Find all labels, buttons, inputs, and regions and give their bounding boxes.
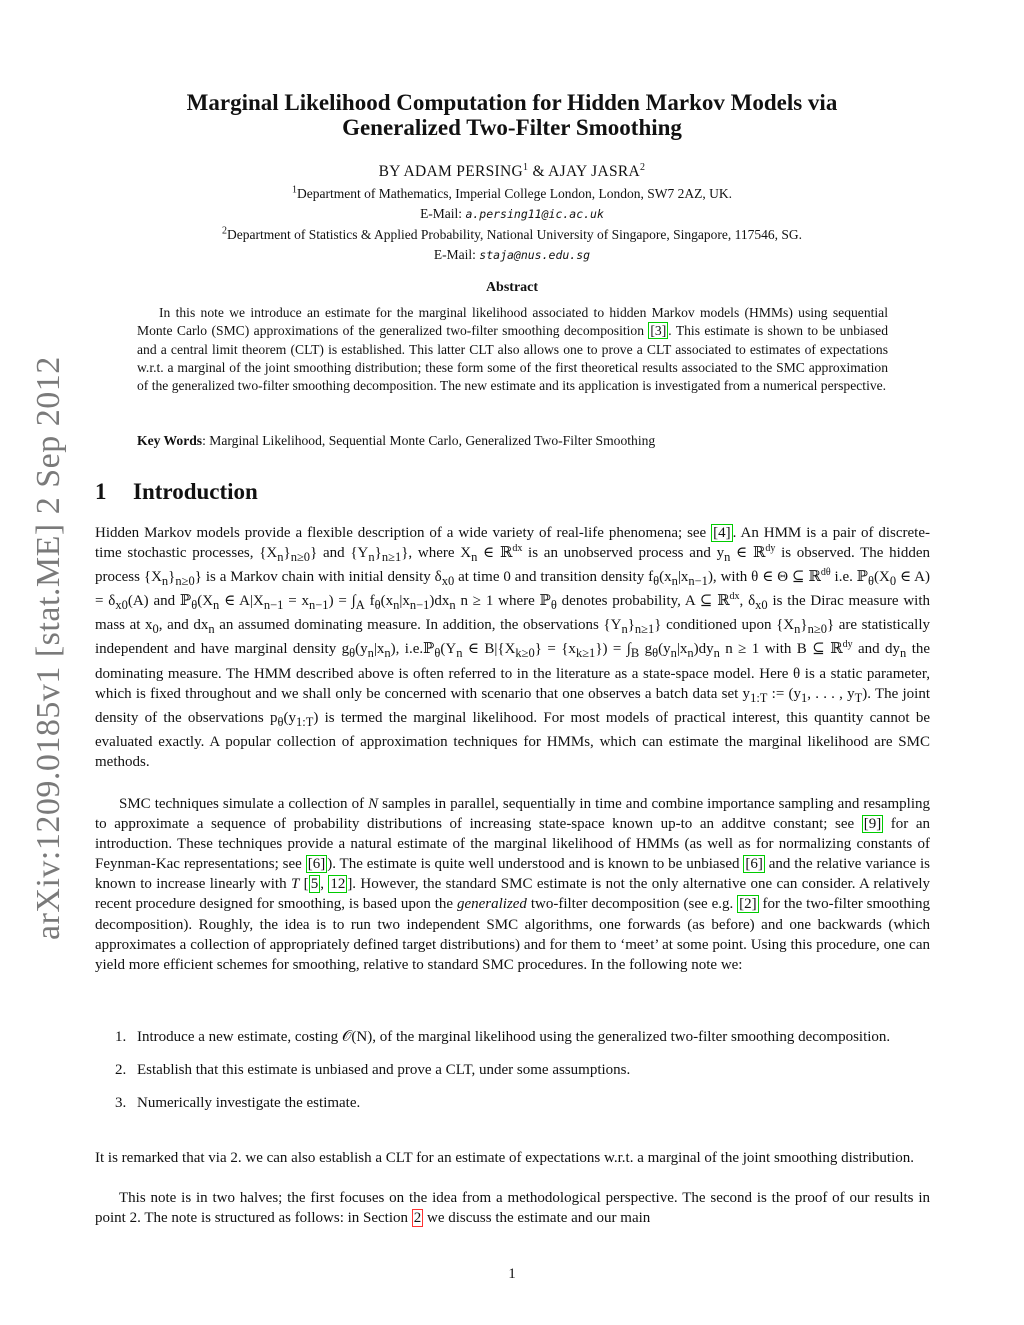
page-number: 1 bbox=[508, 1266, 516, 1282]
citation-link[interactable]: [4] bbox=[713, 525, 731, 541]
email-1 bbox=[100, 206, 924, 222]
keywords bbox=[137, 433, 888, 449]
contribution-list bbox=[95, 1027, 930, 1126]
section-link[interactable]: 2 bbox=[413, 1210, 422, 1227]
keywords-label: Key Words bbox=[137, 433, 203, 448]
citation-link[interactable]: [3] bbox=[650, 323, 667, 339]
email-2 bbox=[100, 247, 924, 263]
affiliation-2-text: Department of Statistics & Applied Probability, National University of Singapore, Singapore, 117546, SG. bbox=[227, 227, 802, 242]
arxiv-identifier: arXiv:1209.0185v1 [stat.ME] 2 Sep 2012 bbox=[30, 356, 67, 940]
author-2: & AJAY JASRA bbox=[528, 163, 641, 180]
abstract-text-1: In this note we introduce an estimate for the marginal likelihood associated to hidden Markov models (HMMs) using sequential Monte Carlo (SMC) approximations of the generalized two-filter smoothing decomposition bbox=[137, 305, 888, 339]
email-2-label: E-Mail: bbox=[433, 247, 480, 262]
citation-link[interactable]: [6] bbox=[745, 856, 763, 873]
email-1-address[interactable]: a.persing11@ic.ac.uk bbox=[465, 207, 604, 221]
abstract-heading: Abstract bbox=[485, 280, 539, 295]
paragraph-3: It is remarked that via 2. we can also establish a CLT for an estimate of expectations w.r.t. a marginal of the joint smoothing distribution. bbox=[95, 1150, 914, 1166]
paragraph-1: Hidden Markov models provide a flexible description of a wide variety of real-life phenomena; see [4] . An HMM is a pair of discrete-time stochastic processes, $\{X_n\}_{n\ge 0}$} and $\{Y_n\}_{n\ge 1}$}, where $X_n$ ∈ ℝ$^{dx}$ is an unobserved process and $y_n$ ∈ ℝ$^{dy}$ is observed. The hidden process $\{X_n\}_{n\ge 0}$} is a Markov chain with initial density $\delta_{x0}$ at time 0 and transition density $f_\theta(x_n|x_{n-1})$, with θ ∈ Θ ⊆ ℝ$^{d\theta}$ i.e. $ℙ_\theta(X_0$ ∈ $A) = \delta_{x0}(A)$ and $ℙ_\theta(X_n$ ∈ $A|X_{n-1} = x_{n-1}) = \int_A$ $f_\theta(x_n|x_{n-1})dx_n$ n ≥ 1 where ℙ$_\theta$ denotes probability, A ⊆ ℝ$^{dx}$, $\delta_{x0}$ is the Dirac measure with mass at $x_0$, and $dx_n$ an assumed dominating measure. In addition, the observations $\{Y_n\}_{n\ge 1}$} conditioned upon $\{X_n\}_{n\ge 0}$} are statistically independent and have marginal density $g_\theta(y_n|x_n)$, $i.e.ℙ_\theta(Y_n$ ∈ $B|\{X_{k\ge 0}\} = \{x_{k\ge 1}\}) = \int_B$ $g_\theta(y_n|x_n)dy_n$ n ≥ 1 with B ⊆ ℝ$^{dy}$ and $dy_n$ the dominating measure. The HMM described above is often referred to in the literature as a state-space model. Here θ is a static parameter, which is fixed throughout and we shall only be concerned with scenario that one observes a batch data set $y_{1:T}$ := ($y_1$, . . . , $y_T$). The joint density of the observations $p_\theta(y_{1:T})$ is termed the marginal likelihood. For most models of practical interest, this quantity cannot be evaluated exactly. A popular collection of approximation techniques for HMMs, which can estimate the marginal likelihood are SMC methods. bbox=[95, 525, 931, 770]
abstract-body bbox=[137, 304, 888, 395]
email-1-label: E-Mail: bbox=[420, 206, 466, 221]
paper-title bbox=[100, 90, 924, 140]
paragraph-2: SMC techniques simulate a collection of N samples in parallel, sequentially in time and combine importance sampling and resampling to approximate a sequence of probability distributions of increasing state-space known up-to an additve constant; see [9] for an introduction. These techniques provide a natural estimate of the marginal likelihood of HMMs (as well as for normalizing constants of Feynman-Kac representations; see [6] ). The estimate is quite well understood and is known to be unbiased [6] and the relative variance is known to increase linearly with T [ 5 , 12 ]. However, the standard SMC estimate is not the only alternative one can consider. A relatively recent procedure designed for smoothing, is based upon the generalized two-filter decomposition (see e.g. [2] for the two-filter smoothing decomposition). Roughly, the idea is to run two independent SMC algorithms, one forwards (as before) and one backwards (which approximates a collection of appropriately defined target distributions) and for them to ‘meet’ at some point. Using this procedure, one can yield more efficient schemes for smoothing, relative to standard SMC procedures. In the following note we: bbox=[95, 796, 931, 973]
list-item: 1. Introduce a new estimate, costing 𝒪(N), of the marginal likelihood using the generalized two-filter smoothing decomposition. bbox=[115, 1029, 891, 1045]
section-heading bbox=[95, 479, 258, 505]
author-1-mark: 1 bbox=[522, 161, 529, 173]
citation-link[interactable]: [6] bbox=[307, 856, 326, 873]
authors bbox=[100, 163, 924, 181]
citation-link[interactable]: 12 bbox=[330, 876, 346, 893]
section-number: 1 bbox=[95, 479, 107, 504]
affiliation-1-text: Department of Mathematics, Imperial College London, London, SW7 2AZ, UK. bbox=[297, 186, 732, 201]
list-item: 2. Establish that this estimate is unbiased and prove a CLT, under some assumptions. bbox=[115, 1062, 631, 1079]
citation-link[interactable]: [2] bbox=[739, 896, 757, 913]
author-1: BY ADAM PERSING bbox=[378, 163, 523, 180]
list-item: 3. Numerically investigate the estimate. bbox=[115, 1095, 361, 1112]
abstract-text-2: . This estimate is shown to be unbiased and a central limit theorem (CLT) is established. This latter CLT also allows one to prove a CLT associated to estimates of expectations w.r.t. a marginal of the joint smoothing distribution; these form some of the first theoretical results associated to the SMC approximation of the generalized two-filter smoothing decomposition. The new estimate and its application is investigated from a numerical perspective. bbox=[137, 323, 888, 394]
title-line-1: Marginal Likelihood Computation for Hidden Markov Models via bbox=[186, 90, 838, 115]
section-title: Introduction bbox=[133, 479, 258, 504]
keywords-text: : Marginal Likelihood, Sequential Monte Carlo, Generalized Two-Filter Smoothing bbox=[202, 433, 656, 448]
citation-link[interactable]: 5 bbox=[310, 876, 319, 893]
author-2-mark: 2 bbox=[640, 161, 646, 173]
affiliation-2 bbox=[100, 227, 924, 243]
citation-link[interactable]: [9] bbox=[863, 816, 882, 833]
affiliation-1-mark: 1 bbox=[292, 184, 298, 196]
email-2-address[interactable]: staja@nus.edu.sg bbox=[479, 248, 591, 262]
affiliation-2-mark: 2 bbox=[222, 225, 228, 237]
affiliation-1 bbox=[100, 186, 924, 202]
title-line-2: Generalized Two-Filter Smoothing bbox=[342, 115, 682, 140]
paragraph-4: This note is in two halves; the first focuses on the idea from a methodological perspective. The second is the proof of our results in point 2. The note is structured as follows: in Section 2 we discuss the estimate and our main bbox=[95, 1190, 930, 1227]
